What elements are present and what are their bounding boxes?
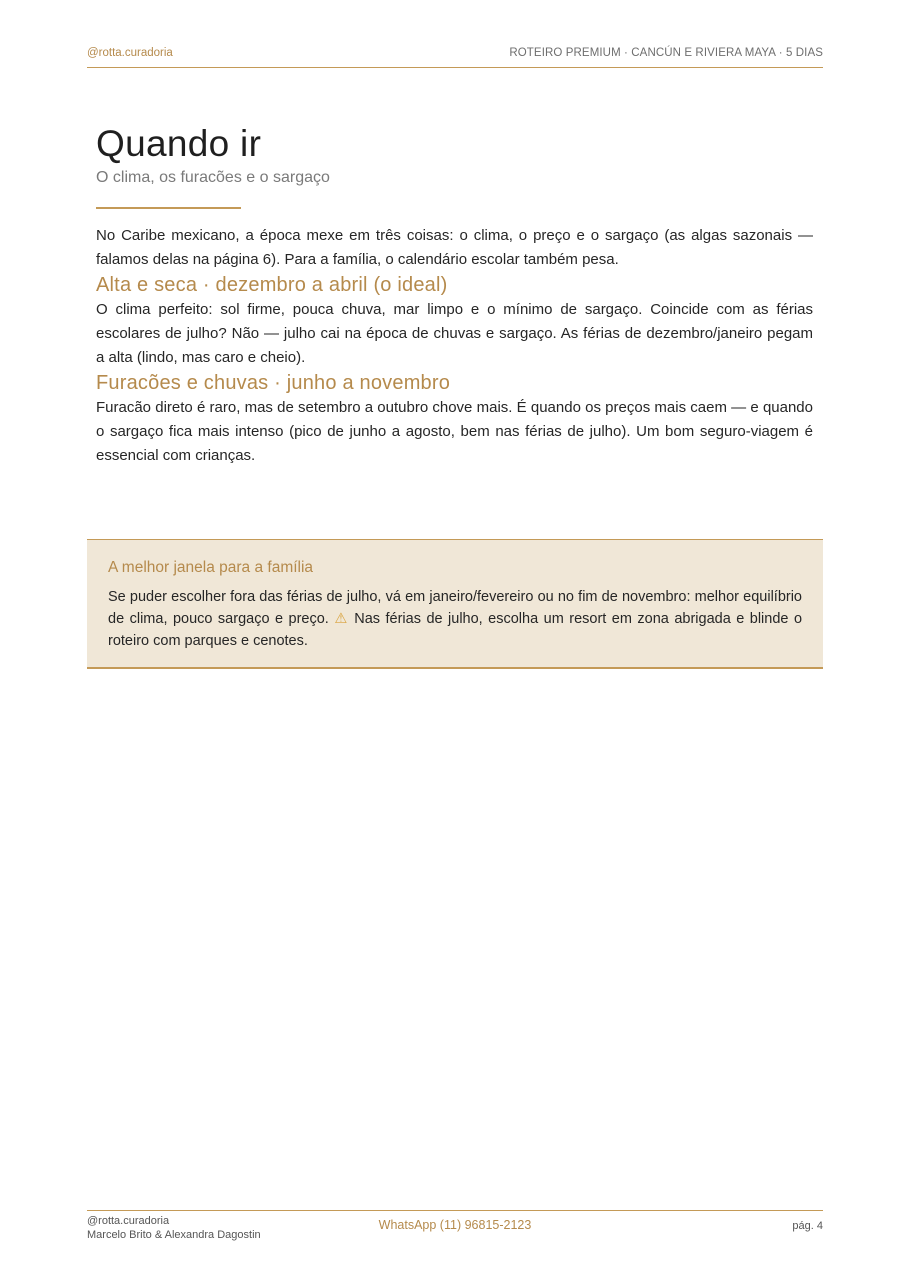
- callout-text: [108, 586, 802, 652]
- section-dry-season: [96, 272, 813, 370]
- section-hurricane-season: [96, 370, 813, 468]
- footer-authors: Marcelo Brito & Alexandra Dagostin: [87, 1229, 261, 1241]
- intro-paragraph: No Caribe mexicano, a época mexe em três coisas: o clima, o preço e o sargaço (as algas sazonais — falamos delas na página 6). Para a família, o calendário escolar também pesa.: [96, 227, 813, 268]
- callout-title: A melhor janela para a família: [108, 559, 314, 576]
- page-subtitle: O clima, os furacões e o sargaço: [96, 169, 330, 186]
- footer-brand: @rotta.curadoria: [87, 1215, 170, 1227]
- section-text-hurricane-season: Furacão direto é raro, mas de setembro a outubro chove mais. É quando os preços mais caem — e quando o sargaço fica mais intenso (pico de junho a agosto, bem nas férias de julho). Um bom seguro-viagem é essencial com crianças.: [96, 399, 813, 464]
- section-heading-dry-season: Alta e seca · dezembro a abril (o ideal): [96, 274, 448, 296]
- section-text-dry-season: O clima perfeito: sol firme, pouca chuva, mar limpo e o mínimo de sargaço. Coincide com as férias escolares de julho? Não — julho cai na época de chuvas e sargaço. As férias de dezembro/janeiro pegam a alta (lindo, mas caro e cheio).: [96, 301, 813, 366]
- callout-text-part-2: Nas férias de julho, escolha um resort em zona abrigada e blinde o roteiro com parques e cenotes.: [108, 611, 803, 649]
- header-brand: @rotta.curadoria: [87, 47, 173, 59]
- main-content: [96, 118, 813, 468]
- header-doc-title: ROTEIRO PREMIUM · CANCÚN E RIVIERA MAYA · 5 DIAS: [509, 47, 823, 59]
- page-header: [87, 40, 823, 68]
- section-heading-hurricane-season: Furacões e chuvas · junho a novembro: [96, 372, 451, 394]
- whatsapp-contact: WhatsApp (11) 96815-2123: [378, 1218, 532, 1232]
- warning-icon: ⚠: [334, 611, 349, 627]
- page-footer: [87, 1210, 823, 1245]
- tip-callout: [87, 539, 823, 669]
- page-number: pág. 4: [792, 1220, 823, 1232]
- title-divider: [96, 207, 241, 209]
- page-title: Quando ir: [96, 123, 262, 164]
- callout-text-part-1: Se puder escolher fora das férias de julho, vá em janeiro/fevereiro ou no fim de novembro: melhor equilíbrio de clima, pouco sargaço e preço.: [108, 589, 802, 627]
